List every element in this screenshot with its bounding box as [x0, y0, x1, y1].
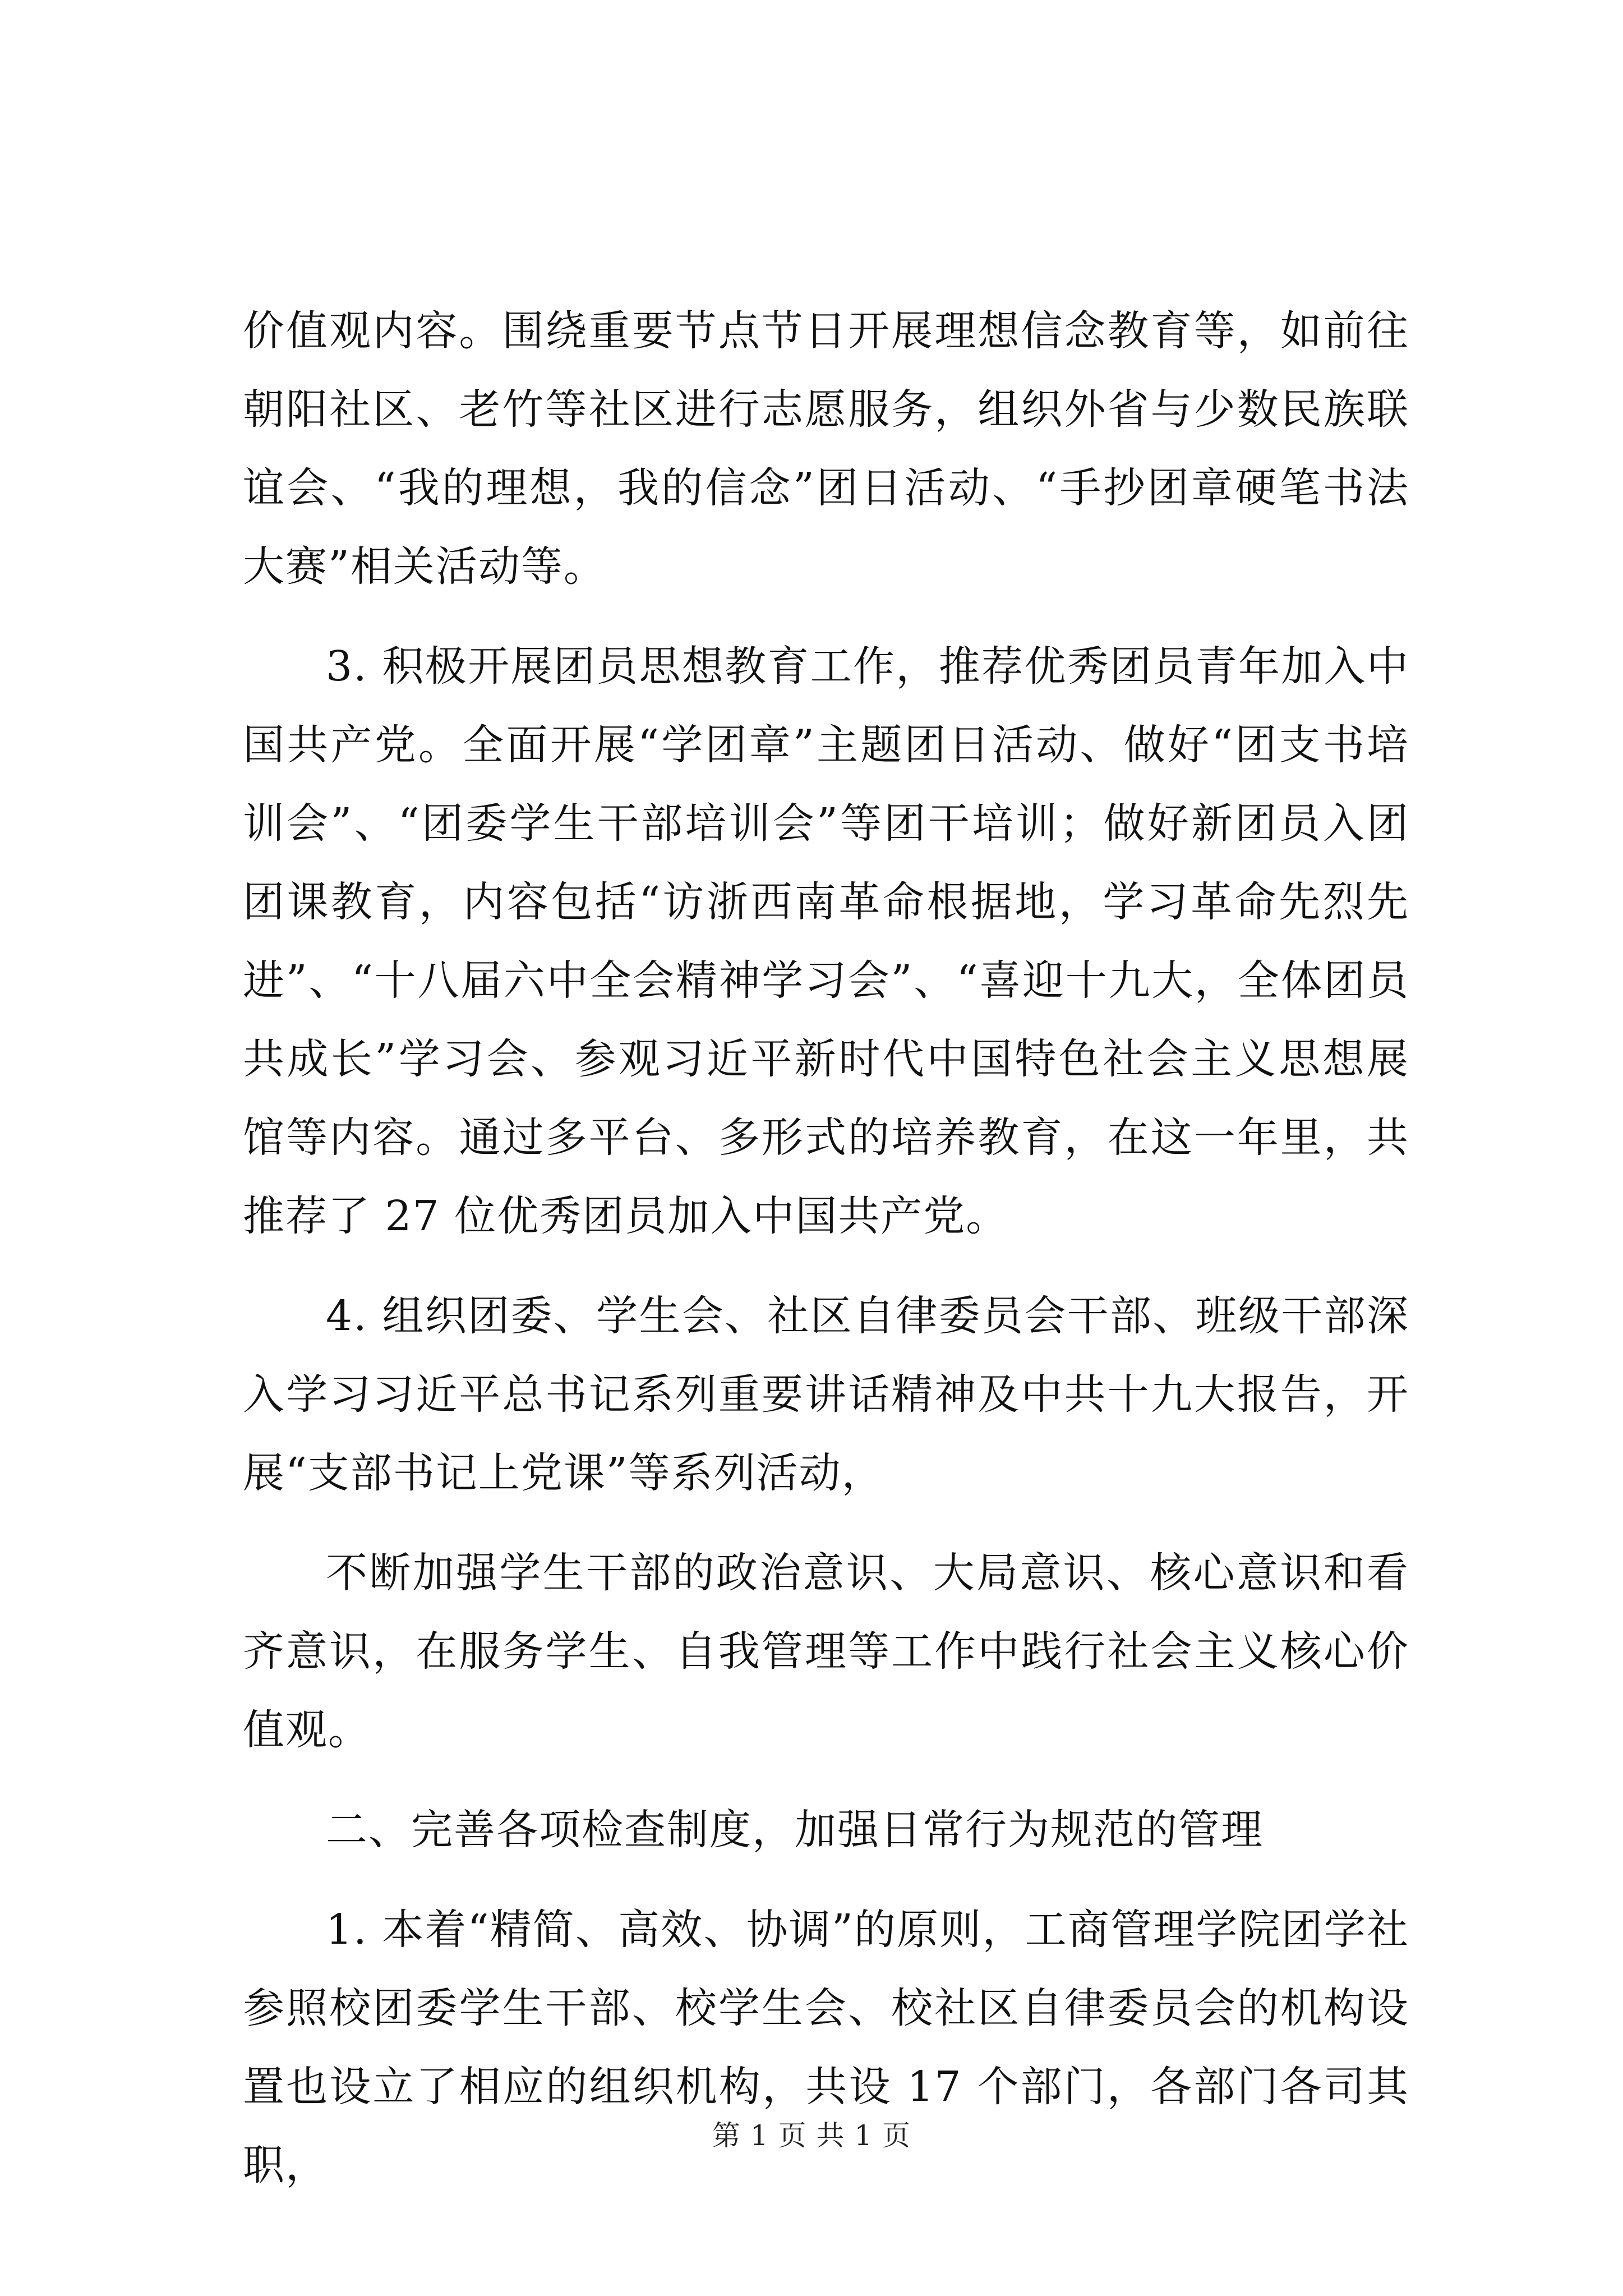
- paragraph-political-awareness: 不断加强学生干部的政治意识、大局意识、核心意识和看齐意识，在服务学生、自我管理等工作中践行社会主义核心价值观。: [243, 1549, 1409, 1754]
- paragraph-item-4: 4. 组织团委、学生会、社区自律委员会干部、班级干部深入学习习近平总书记系列重要讲话精神及中共十九大报告，开展“支部书记上党课”等系列活动，: [243, 1292, 1409, 1497]
- section-heading-2: 二、完善各项检查制度，加强日常行为规范的管理: [326, 1806, 1264, 1854]
- page-footer: 第 1 页 共 1 页: [712, 2119, 911, 2152]
- paragraph-item-1: 1. 本着“精简、高效、协调”的原则，工商管理学院团学社参照校团委学生干部、校学生会、校社区自律委员会的机构设置也设立了相应的组织机构，共设 17 个部门，各部门各司其职，: [243, 1906, 1409, 2189]
- paragraph-item-3: 3. 积极开展团员思想教育工作，推荐优秀团员青年加入中国共产党。全面开展“学团章”主题团日活动、做好“团支书培训会”、“团委学生干部培训会”等团干培训；做好新团员入团团课教育，内容包括“访浙西南革命根据地，学习革命先烈先进”、“十八届六中全会精神学习会”、“喜迎十九大，全体团员共成长”学习会、参观习近平新时代中国特色社会主义思想展馆等内容。通过多平台、多形式的培养教育，在这一年里，共推荐了 27 位优秀团员加入中国共产党。: [243, 642, 1409, 1240]
- document-body: [243, 292, 1409, 2226]
- paragraph-continuation: 价值观内容。围绕重要节点节日开展理想信念教育等，如前往朝阳社区、老竹等社区进行志愿服务，组织外省与少数民族联谊会、“我的理想，我的信念”团日活动、“手抄团章硬笔书法大赛”相关活动等。: [243, 307, 1409, 591]
